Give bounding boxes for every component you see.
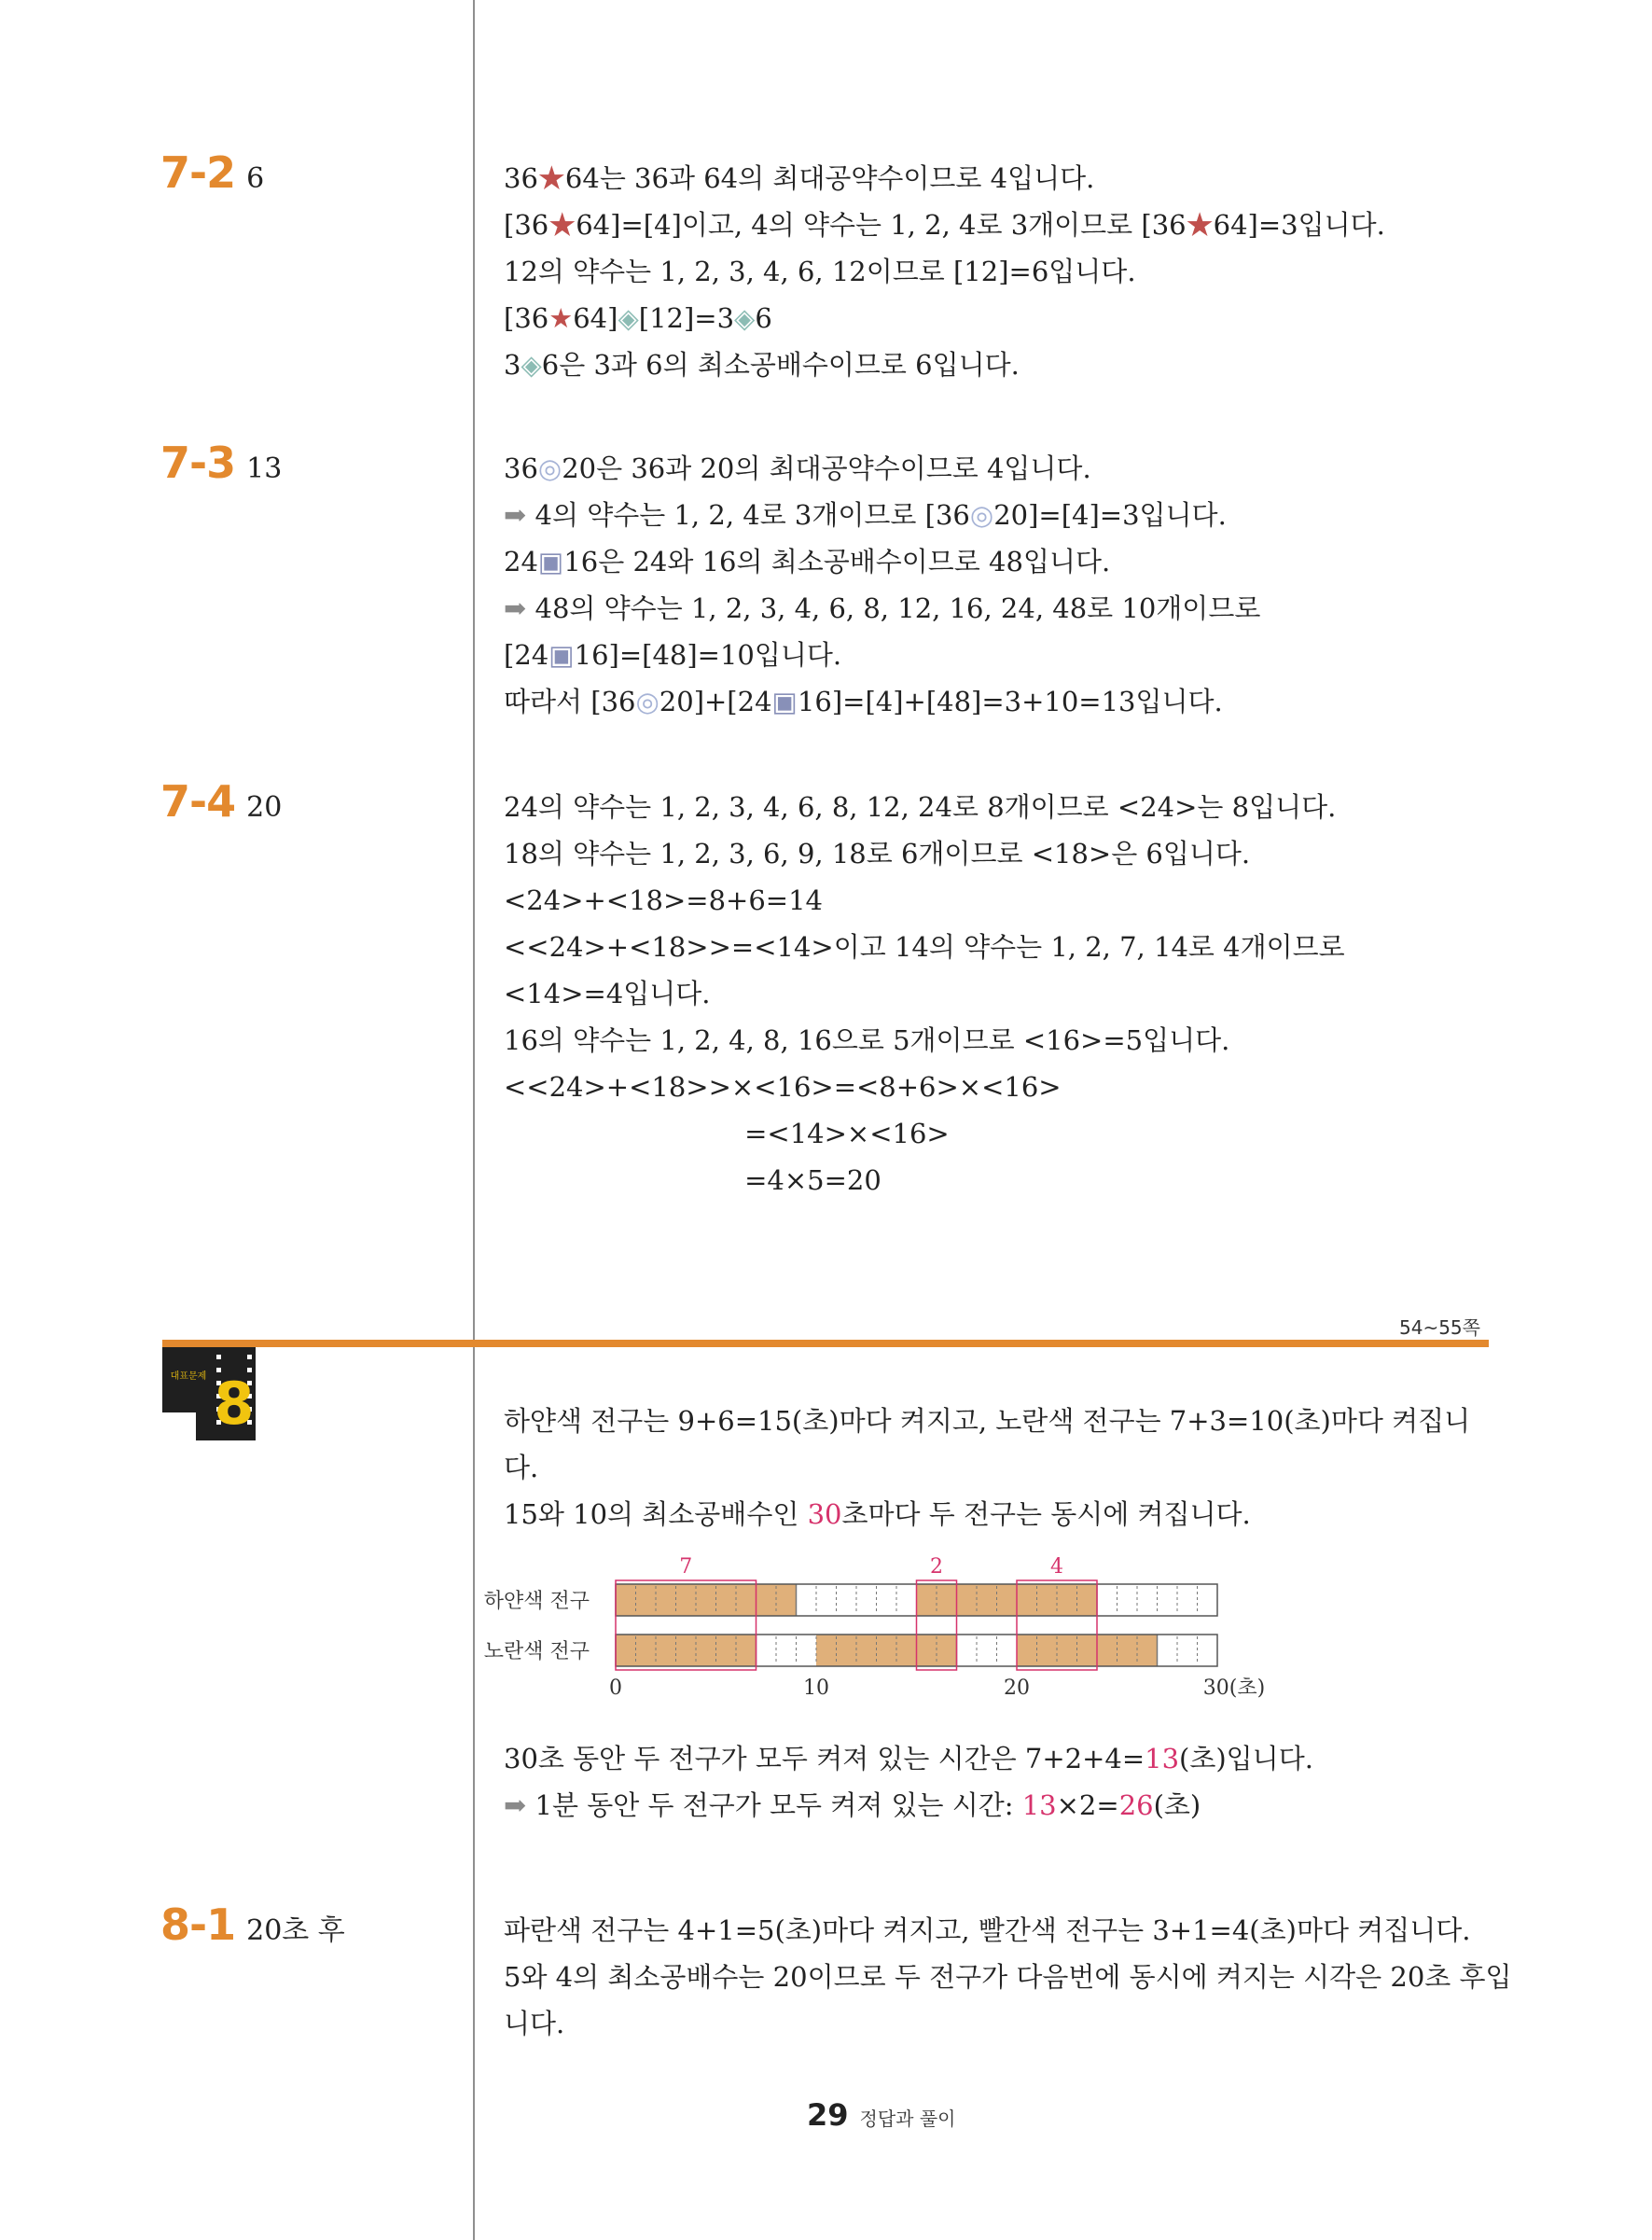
solution-7-3 [504,445,1260,725]
text-run: (초)입니다. [1179,1743,1313,1774]
text-run: 64] [573,302,618,334]
text-run: [36 [504,302,549,334]
problem-answer: 6 [246,162,265,195]
highlight-number: 26 [1118,1789,1154,1821]
operator-symbol: ▣ [771,686,798,717]
text-run: 4의 약수는 1, 2, 4로 3개이므로 [36 [534,499,970,531]
solution-line [504,295,1385,341]
text-run: 20]+[24 [659,686,772,717]
solution-line [504,924,1345,970]
text-run: 6 [755,302,772,334]
text-run: 64]=3입니다. [1213,209,1385,241]
text-run: <<24>+<18>>=<14>이고 14의 약수는 1, 2, 7, 14로 4개이므로 [504,931,1345,963]
text-run: 3 [504,349,521,381]
operator-symbol: ◎ [537,452,562,484]
solution-line [504,1735,1313,1782]
text-run: 파란색 전구는 4+1=5(초)마다 켜지고, 빨간색 전구는 3+1=4(초)마다 켜집니다. [504,1914,1471,1946]
badge-small-text: 대표문제 [170,1371,207,1382]
text-run: ×2= [1056,1789,1119,1821]
solution-line [504,585,1260,632]
text-run: 12의 약수는 1, 2, 3, 4, 6, 12이므로 [12]=6입니다. [504,256,1136,287]
text-run: 30초 동안 두 전구가 모두 켜져 있는 시간은 7+2+4= [504,1743,1145,1774]
operator-symbol: ◎ [635,686,659,717]
operator-symbol: ◈ [734,302,756,334]
solution-line [504,492,1260,538]
solution-line [504,632,1260,678]
operator-symbol: ◎ [969,499,994,531]
text-run: [36 [504,209,549,241]
highlight-number: 30 [807,1498,842,1530]
text-run: 36 [504,452,538,484]
text-run: 24 [504,546,538,577]
text-run: 다. [504,1452,539,1483]
text-run: =4×5=20 [504,1164,882,1196]
solution-line [504,538,1260,585]
text-run: 16]=[48]=10입니다. [574,639,842,671]
solution-line [504,202,1385,248]
text-run: 1분 동안 두 전구가 모두 켜져 있는 시간: [534,1789,1022,1821]
operator-symbol: ◈ [521,349,542,381]
solution-line [504,248,1385,295]
problem-number: 8-1 [160,1899,236,1950]
badge-number: 8 [214,1370,255,1438]
page-reference: 54~55쪽 [1399,1316,1480,1339]
solution-line [504,678,1260,725]
problem-label-7-2 [160,147,264,198]
axis-label: 20 [1004,1677,1030,1700]
operator-symbol: ★ [537,162,565,194]
highlight-number: 13 [1021,1789,1057,1821]
solution-line [504,1017,1345,1064]
representative-problem-badge [162,1347,256,1440]
text-run: 따라서 [36 [504,686,636,717]
solution-line [504,830,1345,877]
page-footer [807,2097,956,2133]
arrow-icon: ➡ [504,499,535,531]
solution-line [504,341,1385,388]
solution-8 [504,1398,1470,1537]
solution-line [504,155,1385,202]
bulb-on-segment [816,1635,957,1666]
text-run: 64]=[4]이고, 4의 약수는 1, 2, 4로 3개이므로 [36 [576,209,1187,241]
bulb-timeline-diagram [483,1549,1302,1717]
solution-line [504,2000,1512,2047]
text-run: 초마다 두 전구는 동시에 켜집니다. [841,1498,1251,1530]
row-label: 노란색 전구 [483,1640,590,1663]
text-run: 36 [504,162,538,194]
problem-answer: 20초 후 [246,1914,345,1947]
text-run: 16은 24와 16의 최소공배수이므로 48입니다. [563,546,1111,577]
page-number: 29 [807,2097,849,2133]
row-label: 하얀색 전구 [483,1590,590,1613]
text-run: [12]=3 [638,302,735,334]
operator-symbol: ★ [548,209,576,241]
solution-7-4 [504,784,1345,1203]
solution-line [504,1064,1345,1110]
operator-symbol: ◈ [618,302,639,334]
solution-7-2 [504,155,1385,388]
problem-answer: 20 [246,791,283,824]
solution-line [504,1444,1470,1491]
text-run: 니다. [504,2008,565,2039]
text-run: 16의 약수는 1, 2, 4, 8, 16으로 5개이므로 <16>=5입니다. [504,1024,1230,1056]
solution-line [504,970,1345,1017]
text-run: 64는 36과 64의 최대공약수이므로 4입니다. [564,162,1095,194]
bulb-on-segment [1017,1635,1158,1666]
problem-number: 7-4 [160,776,236,827]
solution-line [504,1398,1470,1444]
overlap-label: 2 [930,1555,943,1579]
overlap-label: 4 [1050,1555,1063,1579]
text-run: 6은 3과 6의 최소공배수이므로 6입니다. [541,349,1020,381]
problem-label-8-1 [160,1899,345,1950]
solution-line [504,445,1260,492]
text-run: 하얀색 전구는 9+6=15(초)마다 켜지고, 노란색 전구는 7+3=10(초)마다 켜집니 [504,1405,1471,1437]
axis-label: 10 [803,1677,829,1700]
axis-label: 0 [609,1677,622,1700]
problem-number: 7-2 [160,147,236,198]
text-run: 48의 약수는 1, 2, 3, 4, 6, 8, 12, 16, 24, 48로 10개이므로 [534,592,1261,624]
text-run: <<24>+<18>>×<16>=<8+6>×<16> [504,1071,1062,1103]
text-run: (초) [1153,1789,1201,1821]
solution-8-1 [504,1907,1512,2047]
problem-label-7-3 [160,438,282,488]
bulb-on-segment [616,1635,757,1666]
text-run: <14>=4입니다. [504,978,711,1009]
footer-title: 정답과 풀이 [859,2108,956,2130]
bulb-on-segment [616,1584,797,1616]
problem-label-7-4 [160,776,282,827]
text-run: 18의 약수는 1, 2, 3, 6, 9, 18로 6개이므로 <18>은 6입니다. [504,838,1251,870]
text-run: <24>+<18>=8+6=14 [504,884,823,916]
arrow-icon: ➡ [504,1789,535,1821]
solution-line [504,1907,1512,1954]
operator-symbol: ★ [548,302,574,334]
solution-line [504,1110,1345,1157]
section-divider [162,1340,1489,1347]
problem-answer: 13 [246,452,283,485]
text-run: [24 [504,639,549,671]
text-run: 24의 약수는 1, 2, 3, 4, 6, 8, 12, 24로 8개이므로 <24>는 8입니다. [504,791,1337,823]
text-run: 15와 10의 최소공배수인 [504,1498,808,1530]
overlap-label: 7 [679,1555,693,1579]
column-divider [473,0,475,2240]
text-run: 20은 36과 20의 최대공약수이므로 4입니다. [562,452,1091,484]
solution-line [504,1782,1313,1829]
solution-line [504,1954,1512,2000]
solution-line [504,784,1345,830]
bulb-on-segment [917,1584,1098,1616]
text-run: 16]=[4]+[48]=3+10=13입니다. [797,686,1223,717]
arrow-icon: ➡ [504,592,535,624]
text-run: 5와 4의 최소공배수는 20이므로 두 전구가 다음번에 동시에 켜지는 시각은 20초 후입 [504,1961,1512,1993]
axis-label: 30(초) [1202,1677,1266,1700]
highlight-number: 13 [1145,1743,1180,1774]
solution-line [504,1157,1345,1203]
text-run: 20]=[4]=3입니다. [993,499,1227,531]
solution-line [504,877,1345,924]
text-run: =<14>×<16> [504,1118,950,1149]
operator-symbol: ▣ [537,546,564,577]
problem-number: 7-3 [160,438,236,488]
operator-symbol: ▣ [548,639,575,671]
solution-8-conclusion [504,1735,1313,1829]
operator-symbol: ★ [1186,209,1214,241]
solution-line [504,1491,1470,1537]
